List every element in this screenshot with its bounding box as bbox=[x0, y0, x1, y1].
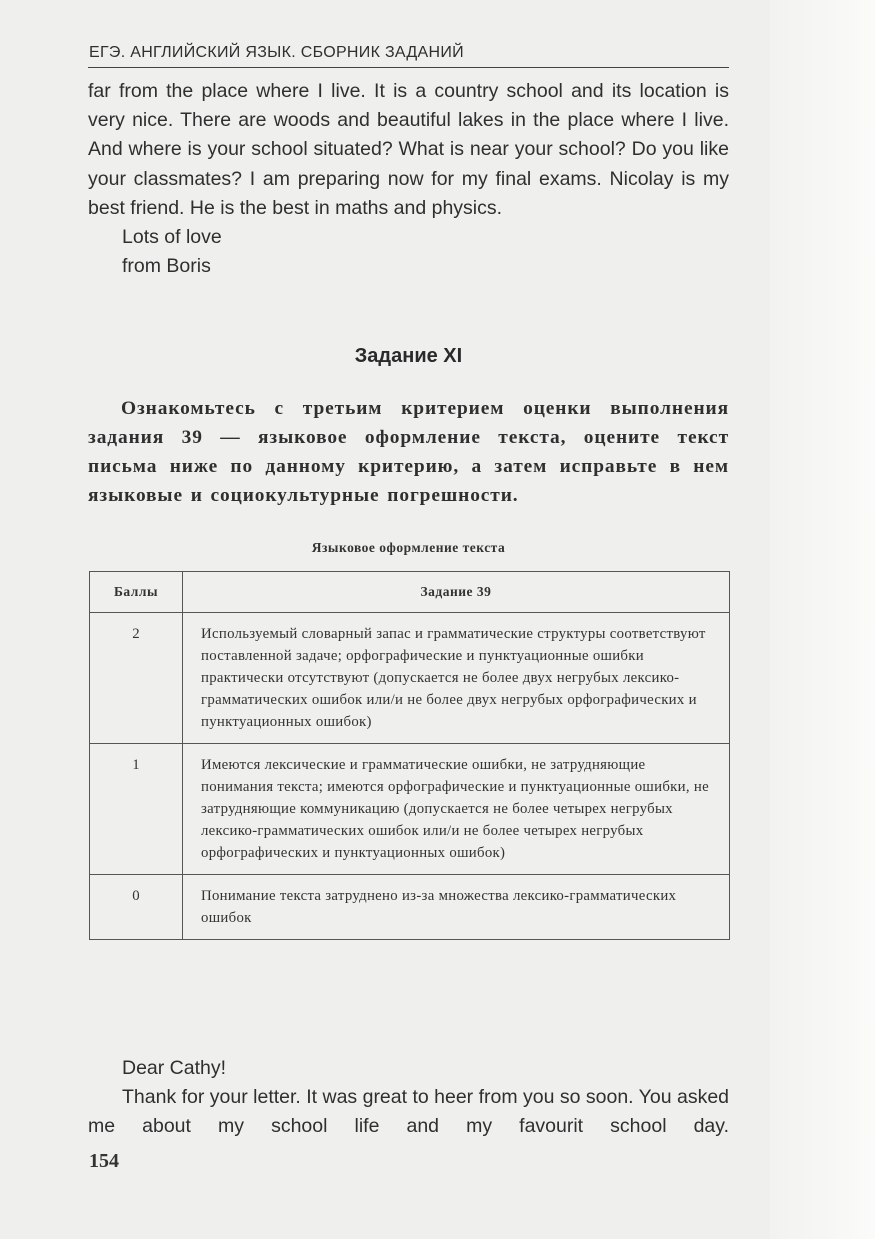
running-head: ЕГЭ. АНГЛИЙСКИЙ ЯЗЫК. СБОРНИК ЗАДАНИЙ bbox=[89, 44, 464, 61]
header-rule bbox=[88, 67, 729, 68]
letter-boris-body: far from the place where I live. It is a country school and its location is very nice. There are woods and beautiful lakes in the place where I live. And where is your school situated? What is near your school? Do you like your classmates? I am preparing now for my final exams. Nicolay is my best friend. He is the best in maths and physics. bbox=[88, 80, 729, 219]
letter-cathy bbox=[88, 1054, 729, 1142]
page-edge-shadow bbox=[770, 0, 875, 1239]
table-row bbox=[90, 613, 730, 744]
row-score: 2 bbox=[90, 613, 183, 744]
criteria-table bbox=[89, 571, 730, 940]
row-description: Имеются лексические и грамматические ошибки, не затрудняющие понимания текста; имеются орфографические и пунктуационные ошибки, не затрудняющие коммуникацию (допускается не более четырех негрубых лексико-грамматических ошибок или/и не более четырех негрубых орфографических и пунктуационных ошибок) bbox=[183, 744, 730, 875]
table-caption: Языковое оформление текста bbox=[311, 540, 506, 555]
header-score: Баллы bbox=[90, 572, 183, 613]
letter-cathy-greeting: Dear Cathy! bbox=[122, 1057, 227, 1079]
row-description: Используемый словарный запас и грамматические структуры соответствуют поставленной задаче; орфографические и пунктуационные ошибки практически отсутствуют (допускается не более двух негрубых лексико-грамматических ошибок или/и не более двух негрубых орфографических и пунктуационных ошибок) bbox=[183, 613, 730, 744]
letter-boris-signature: from Boris bbox=[122, 255, 211, 278]
table-row bbox=[90, 744, 730, 875]
task-title: Задание XI bbox=[354, 345, 463, 367]
header-task: Задание 39 bbox=[183, 572, 730, 613]
table-row bbox=[90, 875, 730, 940]
row-description: Понимание текста затруднено из-за множества лексико-грамматических ошибок bbox=[183, 875, 730, 940]
page-number: 154 bbox=[89, 1150, 119, 1172]
letter-cathy-body: Thank for your letter. It was great to heer from you so soon. You asked me about my school life and my favourit school day. bbox=[88, 1086, 730, 1138]
letter-boris bbox=[88, 77, 729, 281]
task-instructions: Ознакомьтесь с третьим критерием оценки выполнения задания 39 — языковое оформление текста, оцените текст письма ниже по данному критерию, а затем исправьте в нем языковые и социокультурные погрешности. bbox=[88, 398, 729, 506]
table-header-row bbox=[90, 572, 730, 613]
letter-boris-closing: Lots of love bbox=[122, 226, 222, 249]
row-score: 0 bbox=[90, 875, 183, 940]
row-score: 1 bbox=[90, 744, 183, 875]
